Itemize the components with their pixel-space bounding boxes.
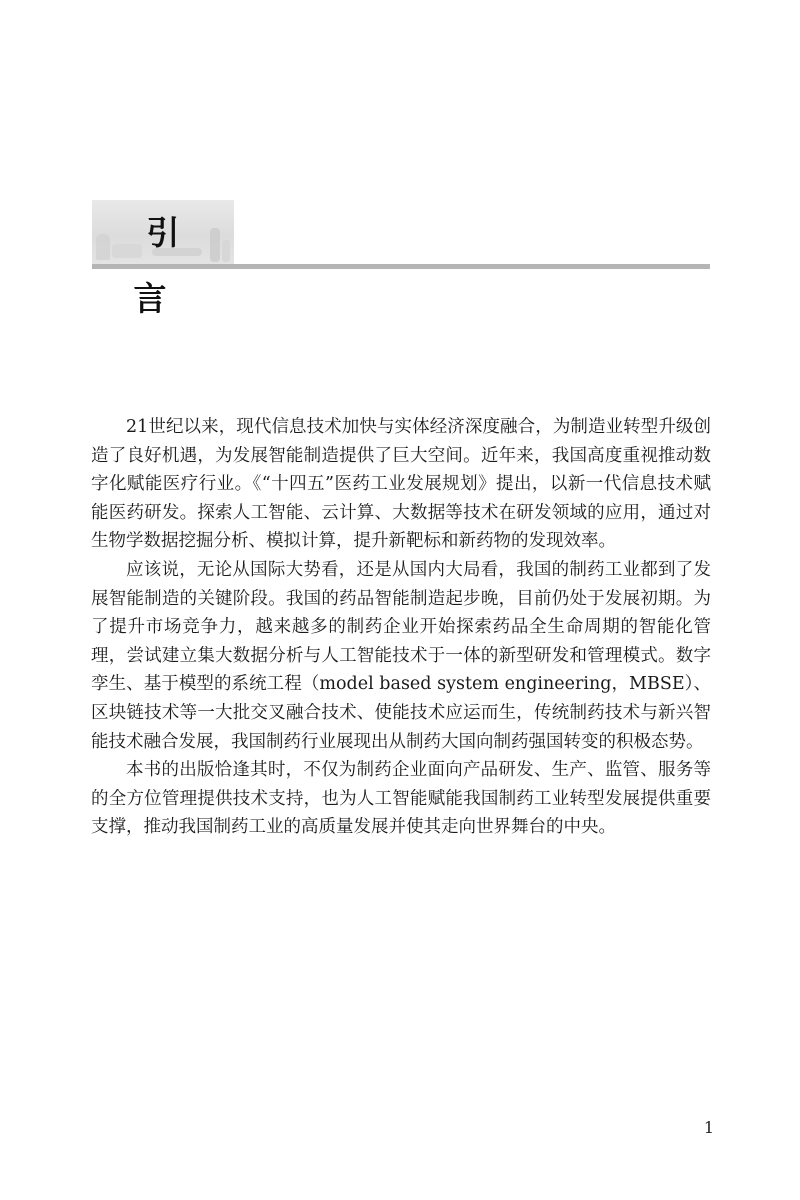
paragraph: 本书的出版恰逢其时，不仅为制药企业面向产品研发、生产、监管、服务等的全方位管理提供技术支持，也为人工智能赋能我国制药工业转型发展提供重要支撑，推动我国制药工业的高质量发展并使其走向世界舞台的中央。 xyxy=(91,760,711,838)
chapter-heading-banner xyxy=(92,200,234,318)
paragraph: 应该说，无论从国际大势看，还是从国内大局看，我国的制药工业都到了发展智能制造的关键阶段。我国的药品智能制造起步晚，目前仍处于发展初期。为了提升市场竞争力，越来越多的制药企业开始探索药品全生命周期的智能化管理，尝试建立集大数据分析与人工智能技术于一体的新型研发和管理模式。数字孪生、基于模型的系统工程（model based system engineering，MBSE）、区块链技术等一大批交叉融合技术、使能技术应运而生，传统制药技术与新兴智能技术融合发展，我国制药行业展现出从制药大国向制药强国转变的积极态势。 xyxy=(91,559,711,752)
page-number: 1 xyxy=(703,1118,714,1137)
paragraph: 21世纪以来，现代信息技术加快与实体经济深度融合，为制造业转型升级创造了良好机遇，为发展智能制造提供了巨大空间。近年来，我国高度重视推动数字化赋能医疗行业。《“十四五”医药工业发展规划》提出，以新一代信息技术赋能医药研发。探索人工智能、云计算、大数据等技术在研发领域的应用，通过对生物学数据挖掘分析、模拟计算，提升新靶标和新药物的发现效率。 xyxy=(91,417,711,552)
body-text xyxy=(91,413,711,842)
chapter-title: 引言 xyxy=(133,213,206,318)
heading-underline xyxy=(92,264,710,269)
